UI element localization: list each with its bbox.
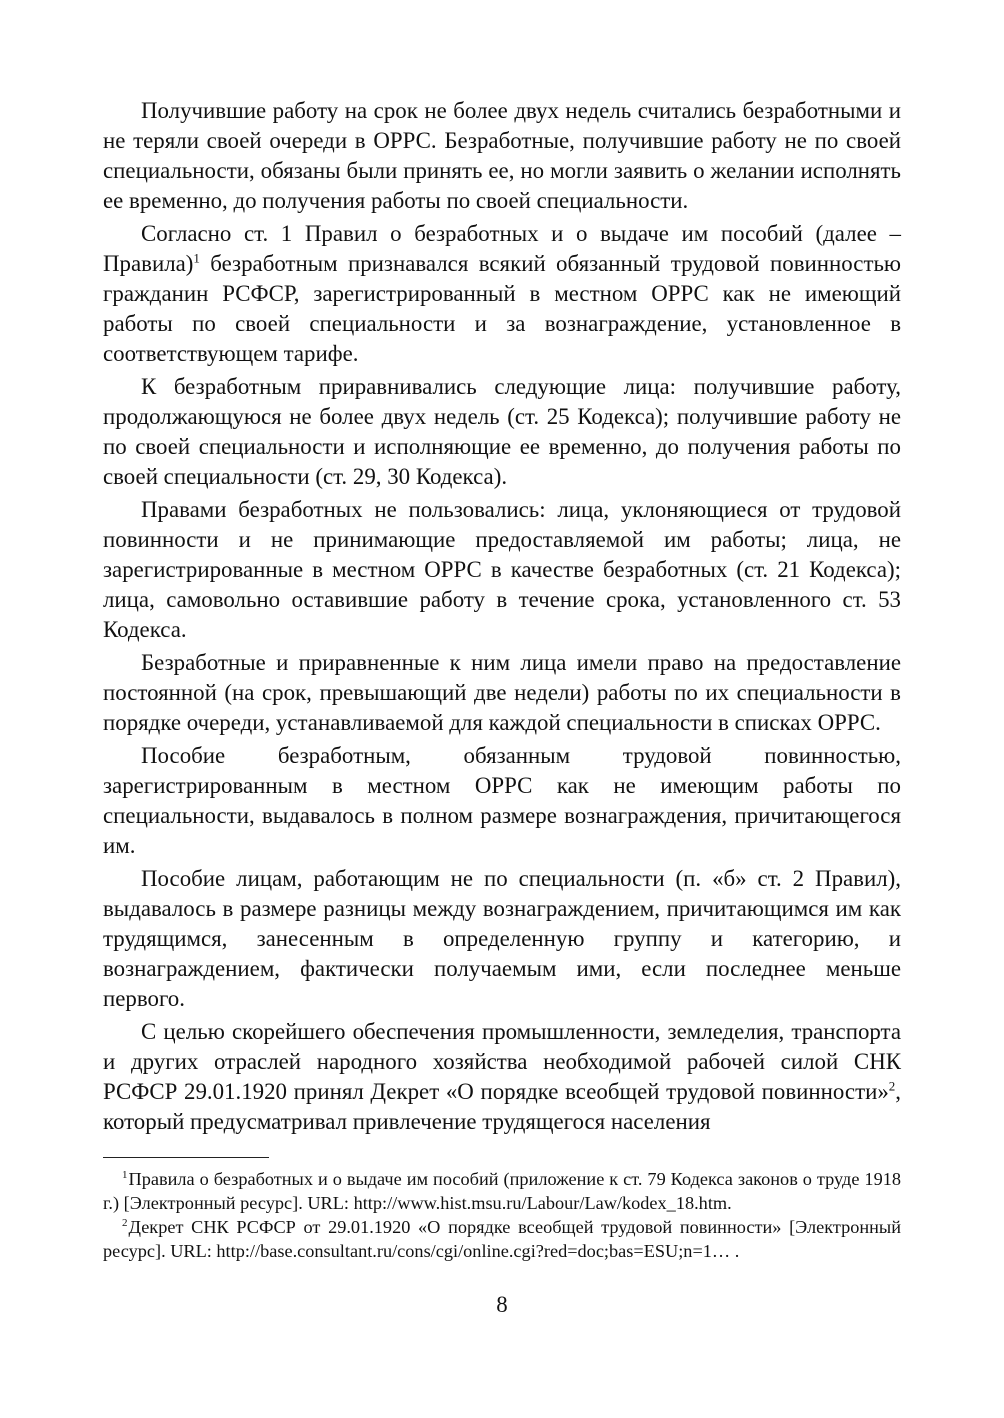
- page-number: 8: [496, 1292, 508, 1317]
- paragraph-5: [103, 648, 901, 738]
- footnote-2-number: 2: [122, 1216, 128, 1229]
- paragraph-8-text-after: , который предусматривал привлечение трудящегося населения: [103, 1079, 901, 1134]
- paragraph-6: [103, 741, 901, 861]
- footnote-1-text: Правила о безработных и о выдаче им пособий (приложение к ст. 79 Кодекса законов о труде 1918 г.) [Электронный ресурс]. URL: http://www.hist.msu.ru/Labour/Law/kodex_18.htm.: [103, 1169, 901, 1213]
- paragraph-8-text: С целью скорейшего обеспечения промышленности, земледелия, транспорта и других отраслей народного хозяйства необходимой рабочей силой СНК РСФСР 29.01.1920 принял Декрет «О порядке всеобщей трудовой повинности»: [103, 1019, 901, 1104]
- footnote-ref-1[interactable]: 1: [193, 250, 200, 266]
- paragraph-1-text: Получившие работу на срок не более двух недель считались безработными и не теряли своей очереди в ОРРС. Безработные, получившие работу не по своей специальности, обязаны были принять ее, но могли заявить о желании исполнять ее временно, до получения работы по своей специальности.: [103, 98, 901, 213]
- paragraph-4: [103, 495, 901, 645]
- paragraph-2-text: Согласно ст. 1 Правил о безработных и о выдаче им пособий (далее – Правила): [103, 221, 901, 276]
- footnote-divider: [103, 1157, 269, 1158]
- paragraph-7: [103, 864, 901, 1014]
- paragraph-8: [103, 1017, 901, 1137]
- page-content: [103, 96, 901, 1263]
- paragraph-3: [103, 372, 901, 492]
- body-text: [103, 96, 901, 1137]
- paragraph-5-text: Безработные и приравненные к ним лица имели право на предоставление постоянной (на срок, превышающий две недели) работы по их специальности в порядке очереди, устанавливаемой для каждой специальности в списках ОРРС.: [103, 650, 901, 735]
- paragraph-2-text-after: безработным признавался всякий обязанный трудовой повинностью гражданин РСФСР, зарегистрированный в местном ОРРС как не имеющий работы по своей специальности и за вознаграждение, установленное в соответствующем тарифе.: [103, 251, 901, 366]
- footnote-2-text: Декрет СНК РСФСР от 29.01.1920 «О порядке всеобщей трудовой повинности» [Электронный ресурс]. URL: http://base.consultant.ru/cons/cgi/online.cgi?red=doc;bas=ESU;n=1… .: [103, 1217, 901, 1261]
- footnotes: [103, 1167, 901, 1263]
- paragraph-3-text: К безработным приравнивались следующие лица: получившие работу, продолжающуюся не более двух недель (ст. 25 Кодекса); получившие работу не по своей специальности и исполняющие ее временно, до получения работы по своей специальности (ст. 29, 30 Кодекса).: [103, 374, 901, 489]
- paragraph-4-text: Правами безработных не пользовались: лица, уклоняющиеся от трудовой повинности и не принимающие предоставляемой им работы; лица, не зарегистрированные в местном ОРРС в качестве безработных (ст. 21 Кодекса); лица, самовольно оставившие работу в течение срока, установленного ст. 53 Кодекса.: [103, 497, 901, 642]
- paragraph-1: [103, 96, 901, 216]
- footnote-2: [103, 1215, 901, 1263]
- footnote-ref-2[interactable]: 2: [888, 1078, 896, 1094]
- paragraph-2: [103, 219, 901, 369]
- paragraph-6-text: Пособие безработным, обязанным трудовой повинностью, зарегистрированным в местном ОРРС как не имеющим работы по специальности, выдавалось в полном размере вознаграждения, причитающегося им.: [103, 743, 901, 858]
- footnote-1-number: 1: [122, 1168, 128, 1181]
- footnote-1: [103, 1167, 901, 1215]
- paragraph-7-text: Пособие лицам, работающим не по специальности (п. «б» ст. 2 Правил), выдавалось в размере разницы между вознаграждением, причитающимся им как трудящимся, занесенным в определенную группу и категорию, и вознаграждением, фактически получаемым ими, если последнее меньше первого.: [103, 866, 901, 1011]
